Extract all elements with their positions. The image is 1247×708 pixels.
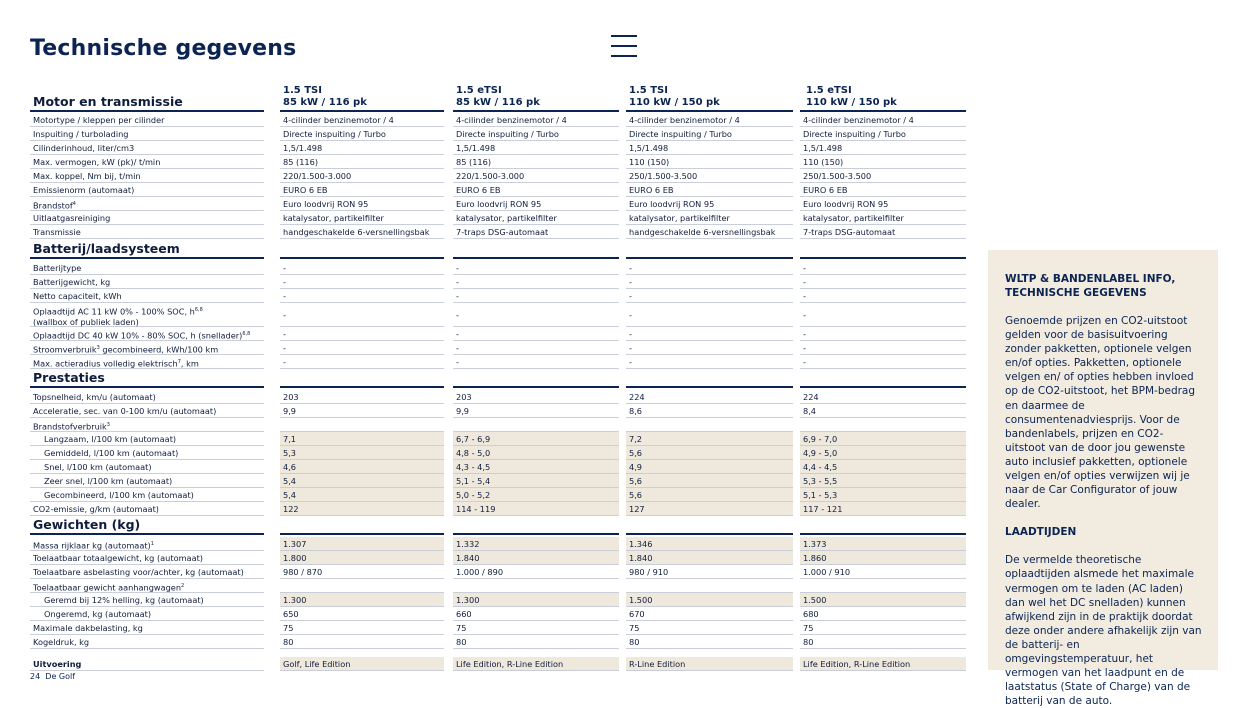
model-header-1: 1.5 TSI 85 kW / 116 pk [283,85,367,108]
spec-row-p1 [30,390,970,404]
spec-value: 5,0 - 5,2 [453,488,619,502]
spec-value: 650 [280,607,444,621]
spec-value: 110 (150) [626,155,793,169]
spec-row-w7 [30,621,970,635]
spec-value: - [800,261,966,275]
spec-label: Kogeldruk, kg [30,635,264,649]
spec-label: Emissienorm (automaat) [30,183,264,197]
spec-value: 4,4 - 4,5 [800,460,966,474]
spec-value: Directe inspuiting / Turbo [626,127,793,141]
spec-label: Snel, l/100 km (automaat) [30,460,264,474]
spec-value: 75 [280,621,444,635]
spec-value: - [800,341,966,355]
spec-value: 1,5/1.498 [453,141,619,155]
spec-value: 7-traps DSG-automaat [453,225,619,239]
spec-row-p2 [30,404,970,418]
spec-value: - [626,327,793,341]
spec-value: 220/1.500-3.000 [280,169,444,183]
spec-value: 4-cilinder benzinemotor / 4 [280,113,444,127]
spec-value: 1.840 [453,551,619,565]
spec-label: Oplaadtijd AC 11 kW 0% - 100% SOC, $h^{6,8}$ (wallbox of publiek laden) [30,303,264,327]
spec-label: Gecombineerd, l/100 km (automaat) [30,488,264,502]
publication-name: De Golf [45,672,76,681]
menu-icon[interactable] [611,35,637,55]
spec-row-w5 [30,593,970,607]
spec-row-p3 [30,418,970,432]
info-text-wltp: Genoemde prijzen en CO2-uitstoot gelden voor de basisuitvoering zonder pakketten, optionele velgen en/of opties. Pakketten, optionele velgen en/ of opties hebben invloed op de CO2-uitstoot, het BPM-bedrag en daarmee de consumentenadviesprijs. Voor de bandenlabels, prijzen en CO2-uitstoot van de door jou gewenste auto inclusief pakketten, optionele velgen en/of opties verwijzen wij je naar de Car Configurator of jouw dealer. [1005,315,1196,511]
spec-label: Uitlaatgasreiniging [30,211,264,225]
spec-value: 1.500 [626,593,793,607]
spec-label: Uitvoering [30,657,264,671]
spec-value: 75 [626,621,793,635]
spec-value: 6,9 - 7,0 [800,432,966,446]
spec-label: Max. actieradius volledig elektrisch$^7$, km [30,355,264,369]
spec-value: 4-cilinder benzinemotor / 4 [800,113,966,127]
spec-value: - [626,303,793,327]
spec-value [453,418,619,432]
spec-value: 250/1.500-3.500 [800,169,966,183]
spec-value: Euro loodvrij RON 95 [453,197,619,211]
spec-value [800,579,966,593]
info-heading-laadtijden: LAADTIJDEN [1005,526,1077,539]
spec-value: 5,3 [280,446,444,460]
spec-label: Inspuiting / turbolading [30,127,264,141]
spec-value: 1.307 [280,537,444,551]
spec-value: 5,4 [280,474,444,488]
spec-value: 7,2 [626,432,793,446]
spec-value: 1,5/1.498 [280,141,444,155]
spec-row-r2 [30,127,970,141]
spec-value: 203 [280,390,444,404]
spec-value: R-Line Edition [626,657,793,671]
spec-value: 980 / 910 [626,565,793,579]
spec-value: 85 (116) [453,155,619,169]
spec-value: - [626,341,793,355]
spec-value: 4,8 - 5,0 [453,446,619,460]
spec-value: - [280,275,444,289]
info-panel [988,250,1218,708]
spec-value: 4,9 - 5,0 [800,446,966,460]
spec-label: Max. koppel, Nm bij, t/min [30,169,264,183]
spec-value: 1.840 [626,551,793,565]
model-header-3: 1.5 TSI 110 kW / 150 pk [629,85,720,108]
spec-value: - [280,303,444,327]
spec-label: Zeer snel, l/100 km (automaat) [30,474,264,488]
spec-row-w1 [30,537,970,551]
spec-label: Massa rijklaar kg (automaat)$^1$ [30,537,264,551]
spec-value: - [280,341,444,355]
spec-value: Directe inspuiting / Turbo [453,127,619,141]
spec-value: 4,9 [626,460,793,474]
spec-value: Life Edition, R-Line Edition [800,657,966,671]
spec-label: Ongeremd, kg (automaat) [30,607,264,621]
spec-label: Brandstofverbruik$^3$ [30,418,264,432]
spec-value: 1.860 [800,551,966,565]
section-title: Batterij/laadsysteem [30,241,264,259]
spec-value: EURO 6 EB [453,183,619,197]
spec-value: - [453,275,619,289]
spec-value: - [800,275,966,289]
section-battery [30,241,970,259]
spec-value: 80 [800,635,966,649]
spec-value: Euro loodvrij RON 95 [626,197,793,211]
spec-value: 5,1 - 5,3 [800,488,966,502]
spec-value: 85 (116) [280,155,444,169]
spec-value: 5,6 [626,474,793,488]
spec-value: 80 [280,635,444,649]
spec-value: 1.332 [453,537,619,551]
spec-value: Directe inspuiting / Turbo [280,127,444,141]
spec-label: Maximale dakbelasting, kg [30,621,264,635]
spec-value: 9,9 [280,404,444,418]
spec-value [626,418,793,432]
spec-value: 4,6 [280,460,444,474]
spec-value: 110 (150) [800,155,966,169]
spec-row-b6 [30,341,970,355]
spec-value: 9,9 [453,404,619,418]
spec-value: 224 [626,390,793,404]
spec-value: Euro loodvrij RON 95 [800,197,966,211]
spec-label: Netto capaciteit, kWh [30,289,264,303]
spec-value: 670 [626,607,793,621]
spec-value: 1.300 [280,593,444,607]
spec-value: 220/1.500-3.000 [453,169,619,183]
spec-value: 75 [453,621,619,635]
spec-value: 8,6 [626,404,793,418]
spec-row-b1 [30,261,970,275]
spec-row-r3 [30,141,970,155]
spec-label: Toelaatbaar totaalgewicht, kg (automaat) [30,551,264,565]
spec-value: 1.000 / 910 [800,565,966,579]
spec-label: Batterijgewicht, kg [30,275,264,289]
spec-value: 5,6 [626,488,793,502]
info-text-laadtijden: De vermelde theoretische oplaadtijden alsmede het maximale vermogen om te laden (AC laden) dan wel het DC snelladen) kunnen afwijkend zijn in de praktijk doordat deze onder andere afhakelijk zijn van de batterij- en omgevingstemperatuur, het vermogen van het laadpunt en de laatstatus (State of Charge) van de batterij van de auto. [1005,554,1202,708]
section-performance [30,370,970,388]
spec-value: - [280,261,444,275]
spec-label: Oplaadtijd DC 40 kW 10% - 80% SOC, h (snellader)$^{6,8}$ [30,327,264,341]
spec-row-b4 [30,303,970,327]
section-title: Prestaties [30,370,264,388]
spec-value: 5,3 - 5,5 [800,474,966,488]
spec-label: Toelaatbaar gewicht aanhangwagen$^2$ [30,579,264,593]
spec-row-p9 [30,502,970,516]
spec-row-w3 [30,565,970,579]
spec-value: EURO 6 EB [800,183,966,197]
spec-row-r7 [30,197,970,211]
spec-label: Max. vermogen, kW (pk)/ t/min [30,155,264,169]
spec-value: - [800,355,966,369]
spec-row-b2 [30,275,970,289]
spec-value: 127 [626,502,793,516]
spec-value: 5,4 [280,488,444,502]
spec-row-r4 [30,155,970,169]
spec-value: 4,3 - 4,5 [453,460,619,474]
spec-value: 5,1 - 5,4 [453,474,619,488]
spec-value: - [453,327,619,341]
page-number: 24 [30,672,41,681]
spec-value [280,579,444,593]
spec-value: - [800,289,966,303]
spec-value: 6,7 - 6,9 [453,432,619,446]
model-header-4: 1.5 eTSI 110 kW / 150 pk [806,85,897,108]
spec-value: 80 [453,635,619,649]
spec-label: Langzaam, l/100 km (automaat) [30,432,264,446]
spec-label: Stroomverbruik$^3$ gecombineerd, kWh/100 km [30,341,264,355]
spec-value: - [626,289,793,303]
spec-value: - [453,261,619,275]
spec-value: 680 [800,607,966,621]
spec-value: 80 [626,635,793,649]
spec-value: 1.000 / 890 [453,565,619,579]
spec-label: Transmissie [30,225,264,239]
spec-row-p7 [30,474,970,488]
section-weights [30,517,970,535]
spec-value [626,579,793,593]
spec-value: 4-cilinder benzinemotor / 4 [626,113,793,127]
spec-value: katalysator, partikelfilter [280,211,444,225]
spec-value: 1.373 [800,537,966,551]
page-footer [30,672,75,681]
spec-value: 114 - 119 [453,502,619,516]
spec-label: Batterijtype [30,261,264,275]
spec-value [800,418,966,432]
spec-row-u1 [30,657,970,671]
spec-row-p4 [30,432,970,446]
spec-value: - [453,303,619,327]
info-heading-wltp: WLTP & BANDENLABEL INFO, TECHNISCHE GEGEVENS [1005,273,1176,299]
spec-value: - [626,355,793,369]
spec-label: Brandstof$^4$ [30,197,264,211]
spec-value: - [626,261,793,275]
spec-value: 7-traps DSG-automaat [800,225,966,239]
spec-value: handgeschakelde 6-versnellingsbak [626,225,793,239]
spec-label: Cilinderinhoud, liter/cm3 [30,141,264,155]
spec-label: Motortype / kleppen per cilinder [30,113,264,127]
spec-row-w6 [30,607,970,621]
spec-value: Directe inspuiting / Turbo [800,127,966,141]
spec-value: - [280,289,444,303]
spec-row-w8 [30,635,970,649]
spec-value: 224 [800,390,966,404]
spec-row-p5 [30,446,970,460]
spec-label: Toelaatbare asbelasting voor/achter, kg (automaat) [30,565,264,579]
spec-value: 7,1 [280,432,444,446]
spec-value: 1,5/1.498 [626,141,793,155]
spec-value: - [453,289,619,303]
spec-row-r9 [30,225,970,239]
spec-value: - [800,303,966,327]
spec-value: - [800,327,966,341]
spec-value: 660 [453,607,619,621]
spec-label: CO2-emissie, g/km (automaat) [30,502,264,516]
spec-row-w2 [30,551,970,565]
spec-label: Acceleratie, sec. van 0-100 km/u (automaat) [30,404,264,418]
spec-value: - [626,275,793,289]
spec-row-b5 [30,327,970,341]
spec-value: Life Edition, R-Line Edition [453,657,619,671]
spec-value: Golf, Life Edition [280,657,444,671]
spec-row-w4 [30,579,970,593]
spec-value: katalysator, partikelfilter [626,211,793,225]
spec-value: 122 [280,502,444,516]
spec-value: - [453,341,619,355]
spec-value: 980 / 870 [280,565,444,579]
section-motor [30,94,970,112]
spec-value: katalysator, partikelfilter [453,211,619,225]
spec-value: EURO 6 EB [626,183,793,197]
spec-value: 1.500 [800,593,966,607]
spec-label: Gemiddeld, l/100 km (automaat) [30,446,264,460]
spec-row-r8 [30,211,970,225]
spec-value: - [280,355,444,369]
spec-row-p8 [30,488,970,502]
spec-value: - [453,355,619,369]
spec-value: 8,4 [800,404,966,418]
section-title: Motor en transmissie [30,94,264,112]
spec-label: Topsnelheid, km/u (automaat) [30,390,264,404]
spec-value: 4-cilinder benzinemotor / 4 [453,113,619,127]
spec-row-r5 [30,169,970,183]
model-header-2: 1.5 eTSI 85 kW / 116 pk [456,85,540,108]
spec-value: EURO 6 EB [280,183,444,197]
spec-value: katalysator, partikelfilter [800,211,966,225]
section-title: Gewichten (kg) [30,517,264,535]
spec-value: 75 [800,621,966,635]
spec-label: Geremd bij 12% helling, kg (automaat) [30,593,264,607]
spec-value: 1,5/1.498 [800,141,966,155]
spec-value: 250/1.500-3.500 [626,169,793,183]
spec-value: 1.300 [453,593,619,607]
spec-value: 1.346 [626,537,793,551]
spec-row-b3 [30,289,970,303]
spec-value [453,579,619,593]
spec-value: 5,6 [626,446,793,460]
spec-row-r6 [30,183,970,197]
spec-value: 203 [453,390,619,404]
spec-value: - [280,327,444,341]
spec-row-r1 [30,113,970,127]
spec-value: Euro loodvrij RON 95 [280,197,444,211]
spec-value: 1.800 [280,551,444,565]
spec-value: 117 - 121 [800,502,966,516]
spec-row-p6 [30,460,970,474]
spec-row-b7 [30,355,970,369]
page-title: Technische gegevens [30,36,297,61]
spec-value: handgeschakelde 6-versnellingsbak [280,225,444,239]
spec-value [280,418,444,432]
